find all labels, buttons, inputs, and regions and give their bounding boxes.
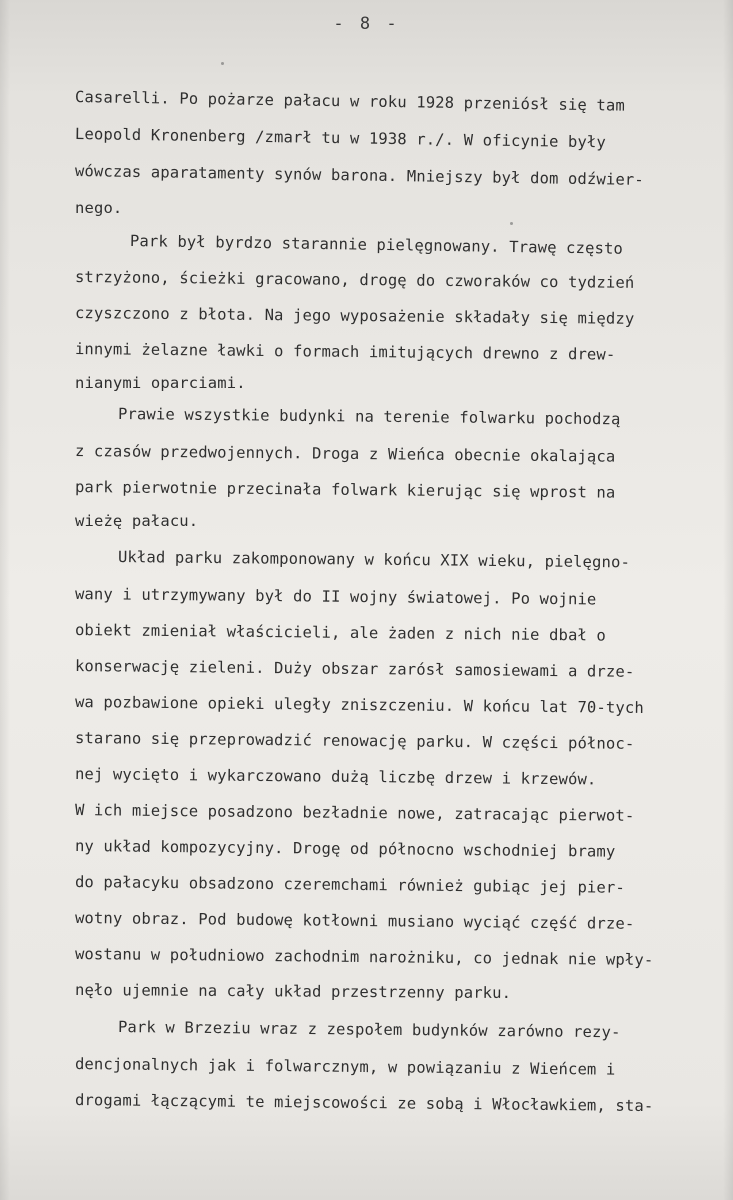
- text-line: park pierwotnie przecinała folwark kierując się wprost na: [74, 478, 616, 502]
- text-line: Park w Brzeziu wraz z zespołem budynków zarówno rezy-: [117, 1018, 621, 1042]
- text-line: czyszczono z błota. Na jego wyposażenie składały się między: [74, 304, 635, 328]
- text-line: Prawie wszystkie budynki na terenie folwarku pochodzą: [117, 405, 621, 429]
- text-line: Układ parku zakomponowany w końcu XIX wieku, pielęgno-: [117, 548, 631, 572]
- paper-speck: [221, 62, 224, 65]
- text-line: do pałacyku obsadzono czeremchami również gubiąc jej pier-: [74, 873, 626, 897]
- text-line: wa pozbawione opieki uległy zniszczeniu. W końcu lat 70-tych: [74, 693, 644, 717]
- text-line: innymi żelazne ławki o formach imitujących drewno z drew-: [74, 340, 616, 364]
- text-line: dencjonalnych jak i folwarcznym, w powiązaniu z Wieńcem i: [74, 1055, 616, 1079]
- page-edge-left: [0, 0, 10, 1200]
- text-line: nianymi oparciami.: [75, 374, 246, 392]
- page-number: - 8 -: [333, 14, 400, 34]
- text-line: nej wycięto i wykarczowano dużą liczbę drzew i krzewów.: [74, 765, 597, 789]
- text-line: strzyżono, ścieżki gracowano, drogę do czworaków co tydzień: [74, 268, 635, 292]
- text-line: Casarelli. Po pożarze pałacu w roku 1928 przeniósł się tam: [74, 88, 626, 115]
- text-line: wostanu w południowo zachodnim narożniku, co jednak nie wpły-: [74, 945, 654, 970]
- text-line: wieżę pałacu.: [75, 512, 199, 530]
- page-edge-right: [723, 0, 733, 1200]
- text-line: drogami łączącymi te miejscowości ze sobą i Włocławkiem, sta-: [74, 1091, 654, 1116]
- text-line: wówczas aparatamenty synów barona. Mniejszy był dom odźwier-: [74, 162, 644, 189]
- text-line: obiekt zmieniał właścicieli, ale żaden z nich nie dbał o: [74, 621, 607, 645]
- paper-speck: [510, 222, 513, 225]
- text-line: ny układ kompozycyjny. Drogę od północno wschodniej bramy: [74, 837, 616, 861]
- text-line: Leopold Kronenberg /zmarł tu w 1938 r./. W oficynie były: [74, 125, 607, 152]
- text-line: nęło ujemnie na cały układ przestrzenny parku.: [74, 981, 512, 1003]
- text-line: Park był byrdzo starannie pielęgnowany. Trawę często: [129, 232, 624, 258]
- text-line: wany i utrzymywany był do II wojny światowej. Po wojnie: [74, 585, 597, 609]
- text-line: W ich miejsce posadzono bezładnie nowe, zatracając pierwot-: [74, 801, 635, 825]
- text-line: konserwację zieleni. Duży obszar zarósł samosiewami a drze-: [74, 657, 635, 681]
- text-line: nego.: [75, 199, 123, 217]
- text-line: wotny obraz. Pod budowę kotłowni musiano wyciąć część drze-: [74, 909, 635, 933]
- text-line: starano się przeprowadzić renowację parku. W części północ-: [74, 729, 635, 753]
- text-line: z czasów przedwojennych. Droga z Wieńca obecnie okalająca: [74, 442, 616, 466]
